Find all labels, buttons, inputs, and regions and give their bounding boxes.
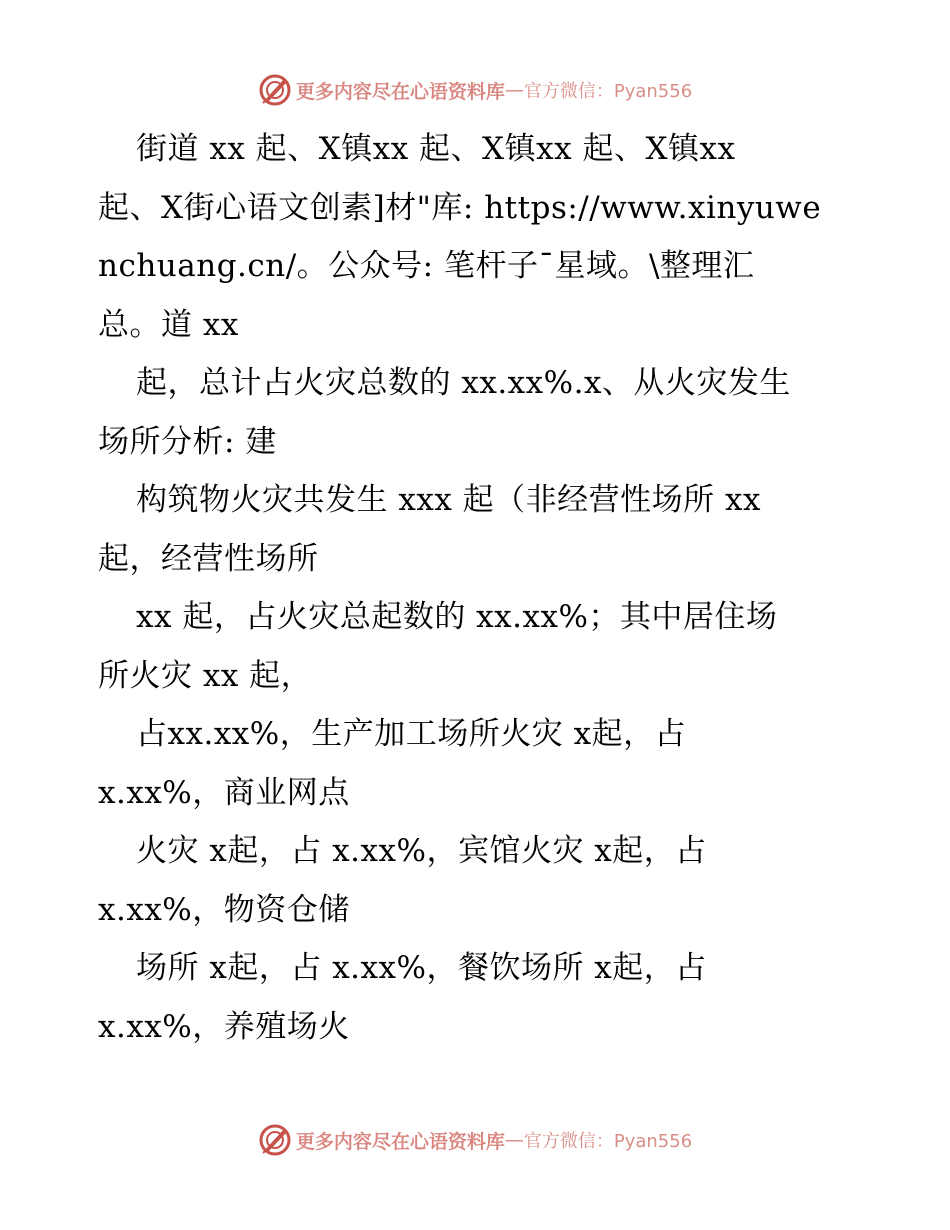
body-text-line: 场所分析: 建 [98, 423, 277, 460]
document-body [98, 120, 898, 1056]
banner-left-text: 更多内容尽在心语资料库 [295, 80, 505, 103]
body-text-line: xx 起，占火灾总起数的 xx.xx%；其中居住场 [136, 599, 778, 635]
body-text-line: 起，总计占火灾总数的 xx.xx%.x、从火灾发生 [136, 365, 791, 401]
body-text-line: 构筑物火灾共发生 xxx 起（非经营性场所 xx [136, 482, 761, 518]
body-text-line: x.xx%，养殖场火 [98, 1008, 350, 1045]
body-text-line: 街道 xx 起、X镇xx 起、X镇xx 起、X镇xx [136, 131, 736, 167]
body-text-line: 总。道 xx [98, 306, 239, 343]
body-text-line: 起，经营性场所 [98, 540, 319, 577]
header-banner [0, 70, 950, 110]
body-text-line: x.xx%，商业网点 [98, 774, 350, 811]
body-text-line: 所火灾 xx 起， [98, 657, 313, 694]
body-text-line: x.xx%，物资仓储 [98, 891, 350, 928]
quill-logo-icon [258, 73, 292, 107]
body-text-line: 场所 x起，占 x.xx%，餐饮场所 x起，占 [136, 950, 707, 986]
banner-separator: — [504, 79, 524, 101]
banner-separator: — [504, 1129, 524, 1151]
body-text-line: 占xx.xx%，生产加工场所火灾 x起，占 [136, 716, 687, 752]
quill-logo-icon [258, 1123, 292, 1157]
banner-right-text: 官方微信：Pyan556 [523, 1131, 693, 1152]
body-text-line: nchuang.cn/。公众号: 笔杆子¯星域。\整理汇 [98, 248, 755, 284]
banner-left-text: 更多内容尽在心语资料库 [295, 1130, 505, 1153]
body-text-line: 火灾 x起，占 x.xx%，宾馆火灾 x起，占 [136, 833, 707, 869]
body-text-line: 起、X街心语文创素]材"库: https://www.xinyuwe [98, 189, 822, 226]
banner-right-text: 官方微信：Pyan556 [523, 81, 693, 102]
footer-banner [0, 1120, 950, 1160]
